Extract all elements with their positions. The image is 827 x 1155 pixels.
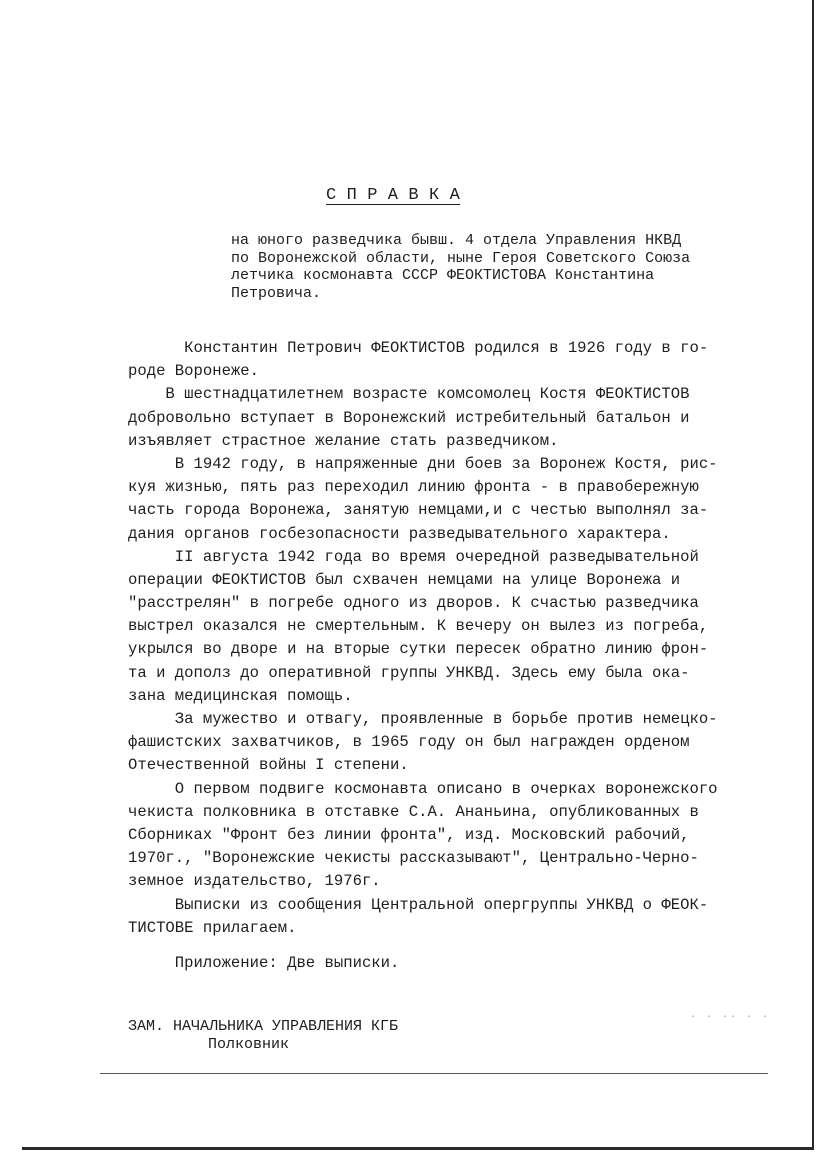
subject-line: летчика космонавта СССР ФЕОКТИСТОВА Константина	[231, 267, 655, 284]
body-line: добровольно вступает в Воронежский истребительный батальон и	[128, 408, 690, 427]
subject-line: на юного разведчика бывш. 4 отдела Управления НКВД	[231, 232, 682, 249]
body-line: операции ФЕОКТИСТОВ был схвачен немцами на улице Воронежа и	[128, 570, 681, 589]
document-title: С П Р А В К А	[326, 186, 460, 205]
signature-block	[128, 1018, 398, 1054]
body-line: В 1942 году, в напряженные дни боев за Воронеж Костя, рис-	[128, 454, 718, 473]
body-line: За мужество и отвагу, проявленные в борьбе против немецко-	[128, 710, 718, 728]
body-line: роде Воронеже.	[128, 362, 260, 381]
paragraph-gap	[128, 940, 748, 952]
body-line: зана медицинская помощь.	[128, 686, 353, 705]
body-line: изъявляет страстное желание стать разведчиком.	[128, 431, 559, 450]
body-line: земное издательство, 1976г.	[128, 872, 381, 891]
body-line: 1970г., "Воронежские чекисты рассказывают", Центрально-Черно-	[128, 849, 699, 868]
body-line: II августа 1942 года во время очередной разведывательной	[128, 547, 699, 566]
body-line: часть города Воронежа, занятую немцами,и с честью выполнял за-	[128, 501, 709, 520]
signature-position: ЗАМ. НАЧАЛЬНИКА УПРАВЛЕНИЯ КГБ	[128, 1018, 399, 1035]
signature-rank: Полковник	[208, 1036, 290, 1053]
body-line: чекиста полковника в отставке С.А. Ананьина, опубликованных в	[128, 802, 699, 821]
subject-line: Петровича.	[231, 284, 322, 302]
scan-edge-right	[812, 0, 814, 1150]
body-line: ТИСТОВЕ прилагаем.	[128, 918, 297, 937]
scan-specks: · · ·· · ·	[690, 1012, 771, 1023]
body-line: выстрел оказался не смертельным. К вечеру он вылез из погреба,	[128, 617, 709, 636]
body-line: О первом подвиге космонавта описано в очерках воронежского	[128, 779, 718, 798]
body-line: фашистских захватчиков, в 1965 году он был награжден орденом	[128, 733, 690, 752]
body-line: дания органов госбезопасности разведывательного характера.	[128, 524, 671, 543]
body-line: Выписки из сообщения Центральной опергруппы УНКВД о ФЕОК-	[128, 895, 709, 914]
body-line: укрылся во дворе и на вторые сутки пересек обратно линию фрон-	[128, 640, 709, 659]
body-line: куя жизнью, пять раз переходил линию фронта - в правобережную	[128, 478, 699, 497]
body-line: Сборниках "Фронт без линии фронта", изд. Московский рабочий,	[128, 825, 690, 844]
attachment-line: Приложение: Две выписки.	[128, 953, 400, 972]
bottom-rule	[100, 1073, 768, 1074]
body-line: В шестнадцатилетнем возрасте комсомолец Костя ФЕОКТИСТОВ	[128, 385, 690, 404]
scan-edge-bottom	[22, 1147, 814, 1150]
body-line: Константин Петрович ФЕОКТИСТОВ родился в 1926 году в го-	[128, 339, 709, 357]
document-body	[128, 337, 748, 975]
body-line: Отечественной войны I степени.	[128, 756, 409, 775]
body-line: "расстрелян" в погребе одного из дворов. К счастью разведчика	[128, 594, 699, 613]
body-line: та и дополз до оперативной группы УНКВД. Здесь ему была ока-	[128, 663, 690, 682]
document-subject	[231, 232, 731, 302]
subject-line: по Воронежской области, ныне Героя Советского Союза	[231, 249, 691, 267]
